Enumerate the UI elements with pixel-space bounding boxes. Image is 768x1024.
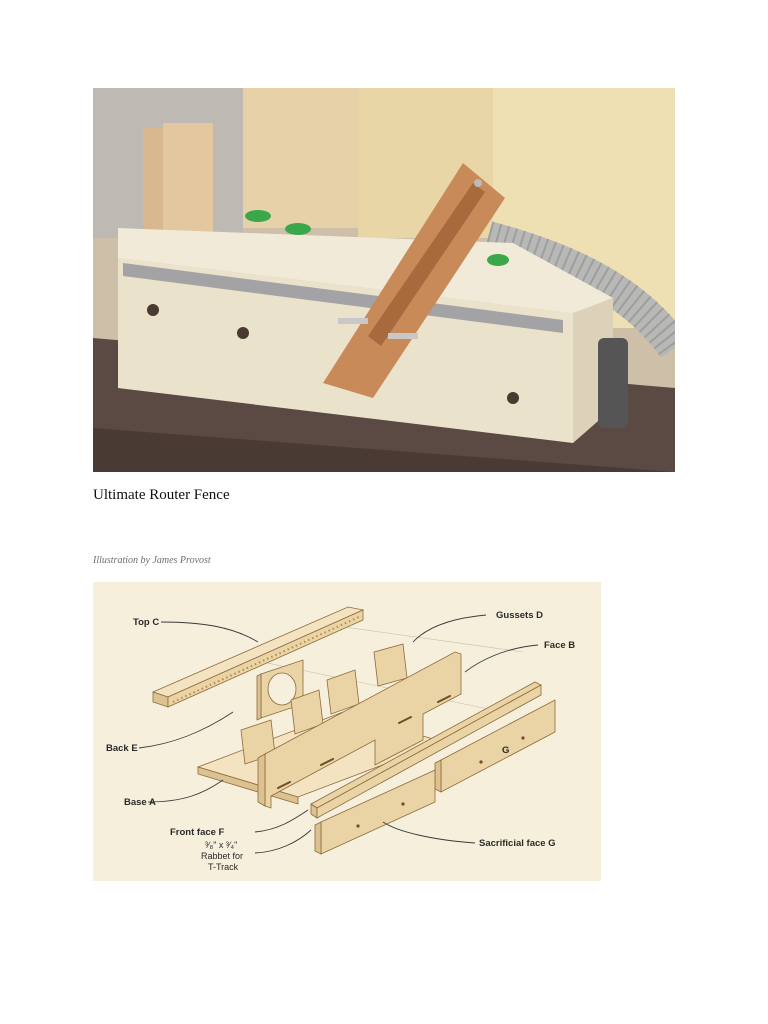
label-gussets-d: Gussets D: [496, 610, 543, 621]
exploded-view-drawing: [93, 582, 601, 881]
illustration-credit: Illustration by James Provost: [93, 555, 211, 566]
leader-back-e: [139, 712, 233, 748]
fence-hole-3: [507, 392, 519, 404]
leader-top-c: [161, 622, 258, 642]
clamp: [598, 338, 628, 428]
knob-2: [285, 223, 311, 235]
knob-3: [487, 254, 509, 266]
g-right-hole-1: [479, 760, 482, 763]
sled-clamp-bolt-1: [338, 318, 368, 324]
label-base-a: Base A: [124, 797, 156, 808]
photo-caption: Ultimate Router Fence: [93, 487, 230, 503]
label-t-track: T-Track: [208, 862, 239, 872]
guide-line-2: [323, 624, 523, 652]
gusset-4: [374, 644, 407, 686]
label-g: G: [502, 745, 510, 756]
leader-front-face-f: [255, 810, 308, 832]
router-fence-photo: [93, 88, 675, 472]
label-rabbet-for: Rabbet for: [201, 851, 244, 861]
exploded-view-illustration: [93, 582, 601, 881]
board-panel-1: [243, 88, 358, 228]
leader-sacrificial: [383, 822, 475, 843]
label-top-c: Top C: [133, 617, 160, 628]
leader-rabbet: [255, 830, 311, 853]
label-front-face-f: Front face F: [170, 827, 225, 838]
label-rabbet-size: ³⁄₈" x ³⁄₄": [205, 840, 238, 850]
g-right-hole-2: [521, 736, 524, 739]
g-left-edge: [315, 822, 321, 854]
label-sacrificial-face-g: Sacrificial face G: [479, 838, 556, 849]
leader-base-a: [148, 780, 223, 802]
face-b-edge: [258, 754, 265, 806]
g-right-edge: [435, 760, 441, 792]
label-back-e: Back E: [106, 743, 138, 754]
fence-hole-1: [147, 304, 159, 316]
router-fence-photo-drawing: [93, 88, 675, 472]
label-face-b: Face B: [544, 640, 576, 651]
back-e-edge: [257, 674, 261, 720]
g-left-hole-1: [356, 824, 359, 827]
sled-bolt: [474, 179, 482, 187]
g-left-hole-2: [401, 802, 404, 805]
fence-hole-2: [237, 327, 249, 339]
knob-1: [245, 210, 271, 222]
sled-clamp-bolt-2: [388, 333, 418, 339]
